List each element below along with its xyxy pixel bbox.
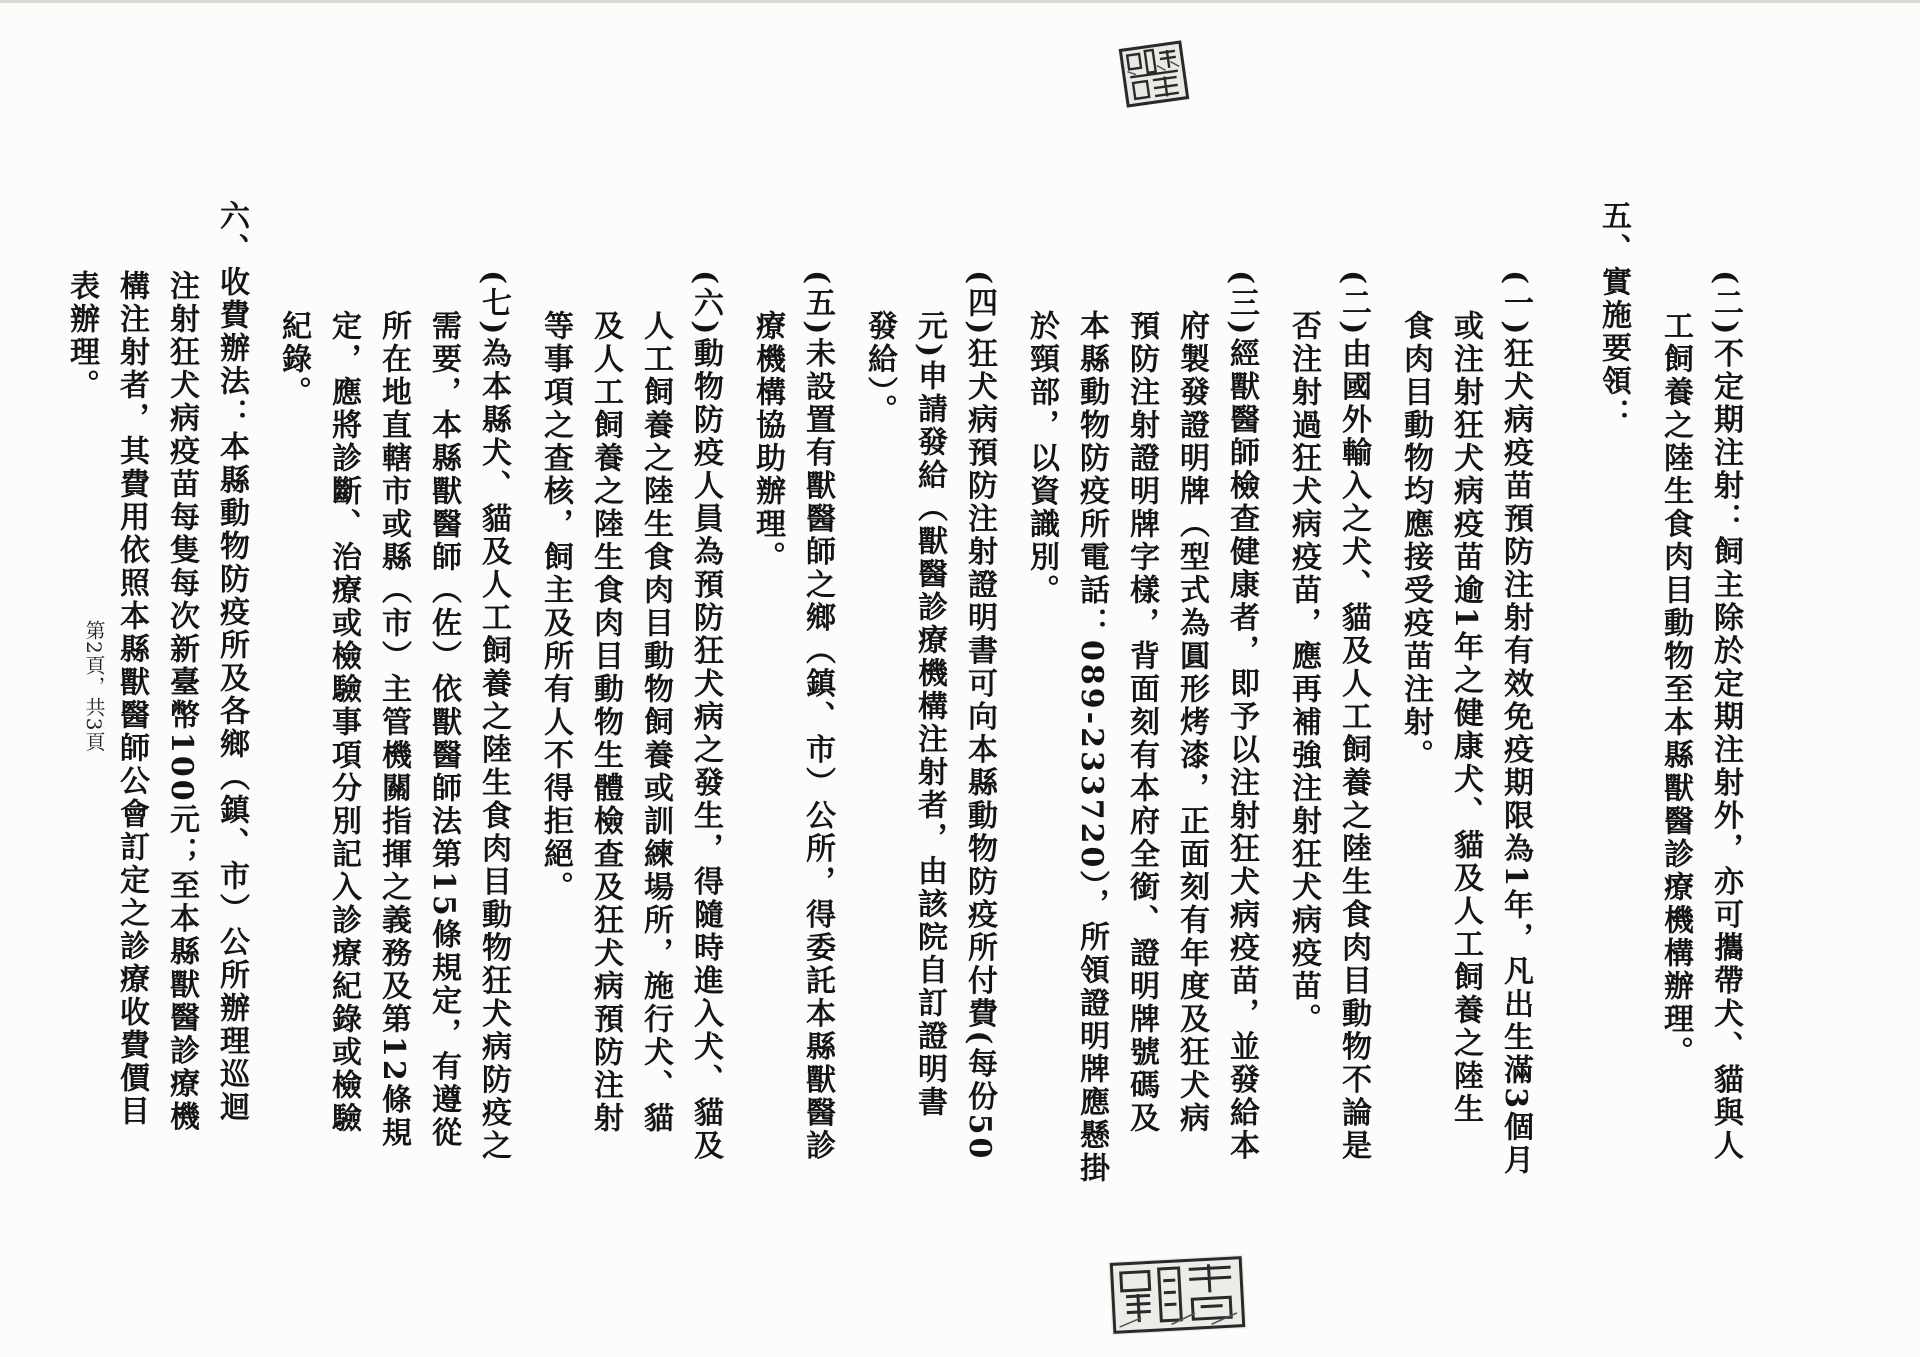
text-line: 定，應將診斷、治療或檢驗事項分別記入診療紀錄或檢驗	[326, 310, 361, 1135]
text-line: (五)未設置有獸醫師之鄉（鎮、市）公所，得委託本縣獸醫診	[800, 270, 835, 1163]
text-line: 否注射過狂犬病疫苗，應再補強注射狂犬病疫苗。	[1286, 310, 1321, 1036]
text-line: (三)經獸醫師檢查健康者，即予以注射狂犬病疫苗，並發給本	[1224, 270, 1259, 1163]
text-line: 表辦理。	[64, 270, 99, 402]
text-line: 人工飼養之陸生食肉目動物飼養或訓練場所，施行犬、貓	[638, 310, 673, 1135]
text-line: 或注射狂犬病疫苗逾1年之健康犬、貓及人工飼養之陸生	[1448, 310, 1483, 1126]
text-line: 發給）。	[862, 310, 897, 427]
section-5-item-7	[268, 200, 518, 1280]
text-line: 構注射者，其費用依照本縣獸醫師公會訂定之診療收費價目	[114, 270, 149, 1128]
section-5-item-6	[530, 200, 730, 1280]
text-line: 需要，本縣獸醫師（佐）依獸醫師法第15條規定，有遵從	[426, 310, 461, 1150]
text-line: 及人工飼養之陸生食肉目動物生體檢查及狂犬病預防注射	[588, 310, 623, 1135]
text-line: 府製發證明牌（型式為圓形烤漆，正面刻有年度及狂犬病	[1174, 310, 1209, 1135]
text-line: 元)申請發給（獸醫診療機構注射者，由該院自訂證明書	[912, 310, 947, 1120]
section-heading: 五、實施要領：	[1596, 200, 1631, 431]
text-line: 所在地直轄市或縣（市）主管機關指揮之義務及第12條規	[376, 310, 411, 1150]
text-line: (二)由國外輸入之犬、貓及人工飼養之陸生食肉目動物不論是	[1336, 270, 1371, 1163]
text-line: (四)狂犬病預防注射證明書可向本縣動物防疫所付費(每份50	[962, 270, 997, 1162]
text-line: 注射狂犬病疫苗每隻每次新臺幣100元；至本縣獸醫診療機	[164, 270, 199, 1134]
page-top-edge	[0, 0, 1920, 3]
text-line: 療機構協助辦理。	[750, 310, 785, 574]
text-line: 本縣動物防疫所電話：089-233720），所領證明牌應懸掛	[1074, 310, 1109, 1186]
text-line: (七)為本縣犬、貓及人工飼養之陸生食肉目動物狂犬病防疫之	[476, 270, 511, 1163]
text-line: 等事項之查核，飼主及所有人不得拒絕。	[538, 310, 573, 904]
section-4-item-2	[1650, 200, 1750, 1280]
text-line: (二)不定期注射：飼主除於定期注射外，亦可攜帶犬、貓與人	[1708, 270, 1743, 1163]
section-5-item-5	[742, 200, 842, 1280]
section-heading: 六、收費辦法：本縣動物防疫所及各鄉（鎮、市）公所辦理巡迴	[214, 200, 249, 1124]
text-line: 紀錄。	[276, 310, 311, 409]
text-line: (一)狂犬病疫苗預防注射有效免疫期限為1年，凡出生滿3個月	[1498, 270, 1533, 1178]
section-5-item-1	[1390, 200, 1540, 1280]
section-5-item-3	[1016, 200, 1266, 1280]
text-line: 食肉目動物均應接受疫苗注射。	[1398, 310, 1433, 772]
text-line: 於頸部，以資識別。	[1024, 310, 1059, 607]
seal-stamp-top	[1118, 40, 1190, 108]
page-number: 第2頁，共3頁	[82, 620, 106, 753]
section-5-heading	[1588, 200, 1638, 1280]
section-5-item-4	[854, 200, 1004, 1280]
section-5-item-2	[1278, 200, 1378, 1280]
text-line: (六)動物防疫人員為預防狂犬病之發生，得隨時進入犬、貓及	[688, 270, 723, 1163]
text-line: 工飼養之陸生食肉目動物至本縣獸醫診療機構辦理。	[1658, 310, 1693, 1069]
text-line: 預防注射證明牌字樣，背面刻有本府全銜、證明牌號碼及	[1124, 310, 1159, 1135]
